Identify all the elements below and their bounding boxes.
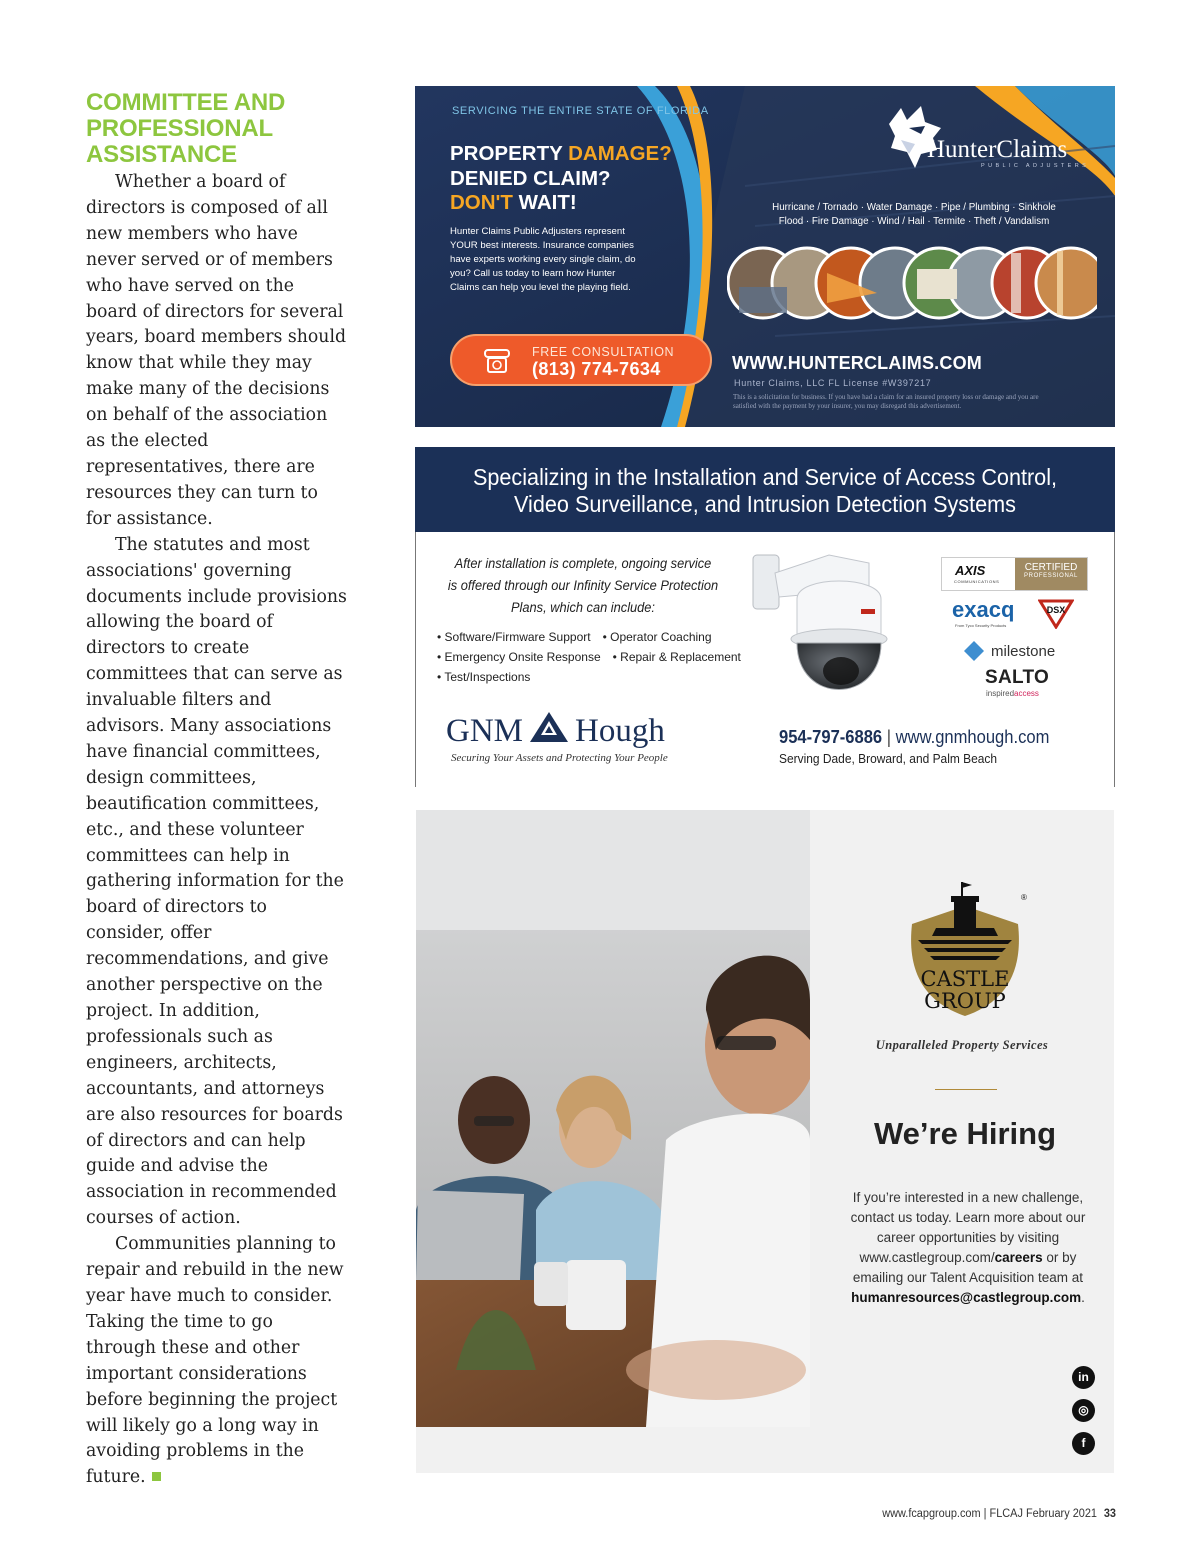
services-list xyxy=(731,201,1097,229)
end-of-article-mark xyxy=(152,1472,161,1481)
salto-sub xyxy=(986,689,1039,698)
hunter-claims-brand: HunterClaims xyxy=(927,136,1068,163)
axis-text: AXIS xyxy=(955,563,986,578)
bullet-item: • Operator Coaching xyxy=(602,630,712,644)
gnm-tagline: Securing Your Assets and Protecting Your People xyxy=(451,752,668,764)
headline-text: WAIT! xyxy=(512,191,577,214)
hiring-text-part: . xyxy=(1081,1290,1085,1305)
registered-mark: ® xyxy=(1021,893,1027,902)
logo-text: Hough xyxy=(575,713,665,749)
footer-publication: FLCAJ February 2021 xyxy=(989,1508,1097,1520)
ad-border xyxy=(1114,532,1115,787)
intro-line: is offered through our Infinity Service Protection xyxy=(447,578,719,593)
consultation-phone: (813) 774-7634 xyxy=(532,359,661,379)
triangle-logo-icon xyxy=(529,711,569,743)
service-plan-intro xyxy=(441,553,726,619)
bullet-row xyxy=(437,647,757,667)
divider xyxy=(935,1089,997,1090)
license-text: Hunter Claims, LLC FL License #W397217 xyxy=(734,378,932,388)
gnm-website[interactable]: www.gnmhough.com xyxy=(895,727,1050,747)
castle-group-logo xyxy=(900,882,1030,1032)
bullet-item: • Emergency Onsite Response xyxy=(437,650,601,664)
exacq-logo: exacq xyxy=(952,597,1015,622)
hiring-line xyxy=(821,1288,1114,1308)
article-paragraph xyxy=(86,1232,348,1491)
hunter-claims-ad xyxy=(415,86,1115,427)
free-consultation-button[interactable] xyxy=(450,334,712,386)
article-paragraph-text: Communities planning to repair and rebuild in the new year have much to consider. Taking the time to go through these and other important considerations before beginning the project will likely go a long way in avoiding problems in the future. xyxy=(86,1234,344,1488)
footer-separator: | xyxy=(983,1508,987,1520)
careers-link-bold[interactable]: careers xyxy=(994,1250,1043,1265)
brand-subtitle: PUBLIC ADJUSTERS xyxy=(981,163,1090,169)
gnm-contact-line xyxy=(779,727,1049,748)
headline-line: Video Surveillance, and Intrusion Detection Systems xyxy=(514,491,1016,517)
bullet-item: • Repair & Replacement xyxy=(612,650,741,664)
page-number: 33 xyxy=(1103,1508,1116,1520)
certified-sub: PROFESSIONAL xyxy=(1024,573,1078,579)
axis-sub: COMMUNICATIONS xyxy=(954,579,1000,584)
castle-group-ad xyxy=(416,810,1114,1473)
hunter-body-text: Hunter Claims Public Adjusters represent YOUR best interests. Insurance companies have experts working every single claim, do you? Call us today to learn how Hunter Claims can help you level the playing field. xyxy=(450,226,636,293)
facebook-icon[interactable]: f xyxy=(1072,1432,1095,1455)
certified-box xyxy=(1015,558,1087,590)
disclaimer-text: This is a solicitation for business. If you have had a claim for an insured property loss or damage and you are satisfied with the payment by your insurer, you may disregard this advertisement. xyxy=(733,393,1039,410)
certified-text: CERTIFIED xyxy=(1024,562,1078,573)
bullet-item: • Software/Firmware Support xyxy=(437,630,591,644)
separator: | xyxy=(886,727,892,747)
intro-line: After installation is complete, ongoing service xyxy=(454,556,712,571)
security-camera-image xyxy=(749,545,919,717)
dsx-logo xyxy=(1038,599,1074,629)
hiring-line: emailing our Talent Acquisition team at xyxy=(852,1270,1084,1285)
gnm-hough-logo xyxy=(446,711,665,750)
phone-icon xyxy=(483,347,511,375)
services-line: Flood · Fire Damage · Wind / Hail · Termite · Theft / Vandalism xyxy=(778,216,1050,227)
bullet-row xyxy=(437,627,757,647)
headline-text: DENIED CLAIM? xyxy=(450,166,611,190)
article-paragraph: Whether a board of directors is composed of all new members who have never served or of members who have served on the board of directors for several years, board members should know that while they may make many of the decisions on behalf of the association as the elected representatives, there are resources they can turn to for assistance. xyxy=(86,172,347,529)
axis-logo xyxy=(942,558,1014,590)
milestone-logo xyxy=(963,640,1055,662)
footer-site[interactable]: www.fcapgroup.com xyxy=(882,1508,981,1520)
hunter-headline xyxy=(450,142,672,216)
heading-line: COMMITTEE AND xyxy=(86,89,286,116)
dsx-text: DSX xyxy=(1046,605,1066,615)
ad-border xyxy=(415,532,416,787)
salto-logo: SALTO xyxy=(985,667,1050,688)
office-meeting-photo xyxy=(416,810,810,1427)
intro-line: Plans, which can include: xyxy=(510,600,656,615)
hiring-line: career opportunities by visiting xyxy=(876,1230,1060,1245)
headline-line: Specializing in the Installation and Service of Access Control, xyxy=(472,464,1058,490)
hiring-line xyxy=(821,1248,1114,1268)
article-column xyxy=(86,90,348,1491)
hunter-website[interactable]: WWW.HUNTERCLAIMS.COM xyxy=(732,353,982,373)
consultation-label: FREE CONSULTATION xyxy=(532,345,675,359)
hiring-text xyxy=(821,1188,1114,1308)
hiring-heading: We’re Hiring xyxy=(873,1116,1057,1151)
hiring-text-part: or by xyxy=(1042,1250,1077,1265)
service-area-text: SERVICING THE ENTIRE STATE OF FLORIDA xyxy=(452,105,709,117)
hr-email-link[interactable]: humanresources@castlegroup.com xyxy=(851,1290,1082,1305)
logo-text: GNM xyxy=(446,713,524,749)
headline-text: DON'T xyxy=(450,191,513,214)
headline-text: DAMAGE? xyxy=(568,142,672,165)
service-area: Serving Dade, Broward, and Palm Beach xyxy=(779,751,998,766)
gnm-headline xyxy=(443,464,1087,518)
damage-photo-circles xyxy=(727,243,1097,323)
logo-text: GROUP xyxy=(924,989,1006,1013)
section-heading xyxy=(86,90,348,168)
heading-line: ASSISTANCE xyxy=(86,141,237,168)
bullet-item: • Test/Inspections xyxy=(437,670,531,684)
careers-link[interactable]: www.castlegroup.com/ xyxy=(859,1250,995,1265)
page-footer xyxy=(56,1508,1116,1520)
linkedin-icon[interactable]: in xyxy=(1072,1366,1095,1389)
hiring-line: If you’re interested in a new challenge, xyxy=(852,1190,1084,1205)
bullet-row xyxy=(437,667,757,687)
salto-sub-text: access xyxy=(1014,689,1039,698)
heading-line: PROFESSIONAL xyxy=(86,115,273,142)
gnm-phone[interactable]: 954-797-6886 xyxy=(779,727,883,747)
salto-sub-text: inspired xyxy=(986,689,1015,698)
gnm-header-band xyxy=(415,447,1115,532)
castle-tagline: Unparalleled Property Services xyxy=(875,1038,1049,1052)
headline-text: PROPERTY xyxy=(450,142,569,165)
milestone-diamond-icon xyxy=(963,640,985,662)
gnm-hough-ad xyxy=(415,447,1115,787)
milestone-text: milestone xyxy=(991,643,1056,660)
exacq-sub: From Tyco Security Products xyxy=(955,623,1007,628)
services-line: Hurricane / Tornado · Water Damage · Pipe / Plumbing · Sinkhole xyxy=(772,202,1056,213)
hiring-line: contact us today. Learn more about our xyxy=(850,1210,1086,1225)
service-bullets xyxy=(437,627,757,687)
logo-text: CASTLE xyxy=(920,967,1010,991)
instagram-icon[interactable]: ◎ xyxy=(1072,1399,1095,1422)
axis-certified-badge xyxy=(941,557,1088,591)
article-paragraph: The statutes and most associations' governing documents include provisions allowing the board of directors to create committees that can serve as invaluable filters and advisors. Many associations have financial committees, design committees, beautification committees, etc., and these volunteer committees can help in gathering information for the board of directors to consider, offer recommendations, and give another perspective on the project. In addition, professionals such as engineers, architects, accountants, and attorneys are also resources for boards of directors and can help guide and advise the association in recommended courses of action. xyxy=(86,534,347,1229)
